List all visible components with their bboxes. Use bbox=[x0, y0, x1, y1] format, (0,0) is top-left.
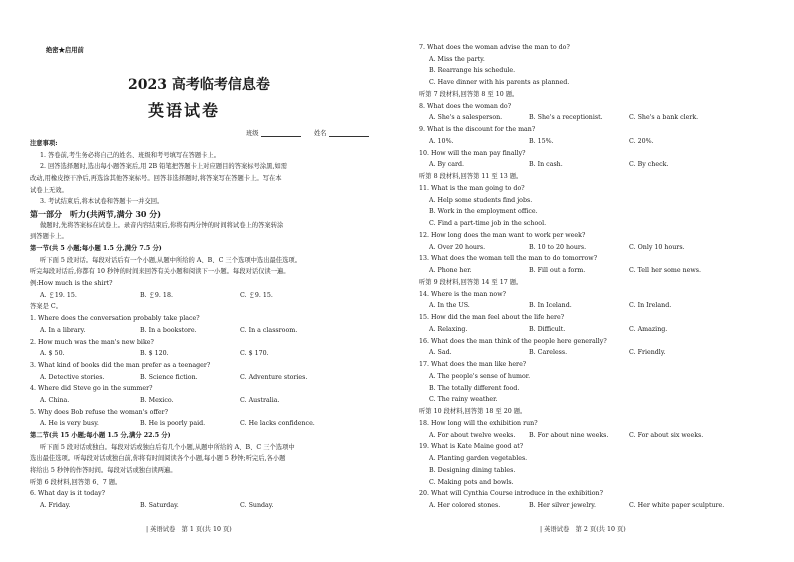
text-line: 2. 回答选择题时,选出每小题答案后,用 2B 铅笔把答题卡上对应题目的答案标号涂黑,如需 bbox=[40, 163, 288, 171]
text-line: 15. How did the man feel about the life here? bbox=[419, 314, 565, 322]
answer-option: A. Over 20 hours. bbox=[429, 243, 486, 251]
text-line: 17. What does the man like here? bbox=[419, 361, 527, 369]
answer-option: C. Adventure stories. bbox=[240, 373, 308, 381]
answer-option: B. She's a receptionist. bbox=[529, 114, 603, 122]
text-line: 6. What day is it today? bbox=[30, 490, 106, 498]
answer-option: B. Designing dining tables. bbox=[429, 466, 516, 474]
text-line: 7. What does the woman advise the man to do? bbox=[419, 44, 570, 51]
class-field bbox=[246, 128, 301, 137]
answer-option: B. $ 120. bbox=[140, 350, 169, 358]
text-line: 1. 答卷前,考生务必将自己的姓名、班级和考号填写在答题卡上。 bbox=[40, 151, 221, 159]
answer-option: B. He is poorly paid. bbox=[140, 420, 206, 428]
answer-option: A. Her colored stones. bbox=[429, 502, 501, 509]
answer-option: B. The totally different food. bbox=[429, 384, 520, 392]
answer-option: B. 10 to 20 hours. bbox=[529, 243, 587, 251]
answer-option: C. Find a part-time job in the school. bbox=[429, 220, 547, 228]
answer-option: C. Making pots and bowls. bbox=[429, 478, 514, 486]
text-line: 9. What is the discount for the man? bbox=[419, 126, 536, 134]
answer-option: A. Planting garden vegetables. bbox=[429, 455, 528, 463]
answer-option: B. In cash. bbox=[529, 161, 563, 169]
answer-option: B. Rearrange his schedule. bbox=[429, 67, 516, 75]
answer-option: A. By card. bbox=[429, 161, 465, 169]
answer-option: C. For about six weeks. bbox=[629, 431, 704, 439]
text-line: 听第 7 段材料,回答第 8 至 10 题。 bbox=[419, 90, 519, 98]
answer-option: B. Careless. bbox=[529, 349, 568, 357]
section-heading: 第一节(共 5 小题;每小题 1.5 分,满分 7.5 分) bbox=[30, 245, 162, 253]
text-line: 1. Where does the conversation probably take place? bbox=[30, 315, 200, 323]
text-line: 10. How will the man pay finally? bbox=[419, 149, 526, 157]
answer-option: B. ￡9. 18. bbox=[140, 291, 173, 299]
class-blank bbox=[261, 130, 301, 137]
page-1-footer: | 英语试卷 第 1 页(共 10 页) bbox=[146, 526, 232, 533]
answer-option: B. For about nine weeks. bbox=[529, 431, 609, 439]
text-line: 19. What is Kate Maine good at? bbox=[419, 443, 524, 451]
name-field bbox=[314, 128, 369, 137]
answer-option: C. By check. bbox=[629, 161, 669, 169]
answer-option: C. Her white paper sculpture. bbox=[629, 502, 725, 509]
text-line: 3. What kind of books did the man prefer as a teenager? bbox=[30, 361, 211, 369]
answer-option: C. 20%. bbox=[629, 137, 654, 145]
answer-option: B. Fill out a form. bbox=[529, 267, 586, 275]
answer-option: C. Friendly. bbox=[629, 349, 666, 357]
text-line: 例:How much is the shirt? bbox=[30, 280, 113, 288]
answer-option: B. Saturday. bbox=[140, 502, 179, 509]
text-line: 到答题卡上。 bbox=[30, 233, 68, 241]
text-line: 听第 6 段材料,回答第 6、7 题。 bbox=[30, 478, 122, 486]
answer-option: C. Australia. bbox=[240, 396, 280, 404]
answer-option: A. Help some students find jobs. bbox=[429, 196, 533, 204]
text-line: 听第 10 段材料,回答第 18 至 20 题。 bbox=[419, 408, 527, 416]
answer-option: B. Science fiction. bbox=[140, 373, 198, 381]
text-line: 5. Why does Bob refuse the woman's offer? bbox=[30, 408, 169, 416]
answer-option: A. Detective stories. bbox=[40, 373, 105, 381]
answer-option: A. Phone her. bbox=[429, 267, 472, 275]
text-line: 选出最佳选项。听每段对话或独白前,你将有时间阅读各个小题,每小题 5 秒钟;听完后,各小题 bbox=[30, 455, 286, 463]
answer-option: B. 15%. bbox=[529, 137, 554, 145]
text-line: 改动,用橡皮擦干净后,再选涂其他答案标号。回答非选择题时,将答案写在答题卡上。写在本 bbox=[30, 175, 282, 183]
text-line: 18. How long will the exhibition run? bbox=[419, 419, 538, 427]
text-line: 16. What does the man think of the people here generally? bbox=[419, 337, 607, 345]
text-line: 8. What does the woman do? bbox=[419, 102, 512, 110]
answer-option: C. Sunday. bbox=[240, 502, 274, 509]
exam-page-2 bbox=[397, 0, 794, 562]
answer-option: B. Work in the employment office. bbox=[429, 208, 538, 216]
answer-option: A. In the US. bbox=[429, 302, 470, 310]
text-line: 14. Where is the man now? bbox=[419, 290, 506, 298]
answer-option: C. Amazing. bbox=[629, 325, 668, 333]
answer-option: A. Relaxing. bbox=[429, 325, 468, 333]
exam-title: 2023 高考临考信息卷 bbox=[128, 77, 270, 93]
text-line: 11. What is the man going to do? bbox=[419, 184, 525, 192]
text-line: 听下面 5 段对话或独白。每段对话或独白后有几个小题,从题中所给的 A、B、C 三个选项中 bbox=[40, 443, 295, 451]
text-line: 听完每段对话后,你都有 10 秒钟的时间来回答有关小题和阅读下一小题。每段对话仅读一遍。 bbox=[30, 268, 290, 276]
answer-option: C. Have dinner with his parents as planned. bbox=[429, 79, 570, 87]
answer-option: B. Mexico. bbox=[140, 396, 174, 404]
answer-option: A. She's a salesperson. bbox=[429, 114, 503, 122]
answer-option: C. In Ireland. bbox=[629, 302, 672, 310]
text-line: 4. Where did Steve go in the summer? bbox=[30, 385, 153, 393]
answer-option: A. Friday. bbox=[40, 502, 71, 509]
answer-option: C. The rainy weather. bbox=[429, 396, 498, 404]
text-line: 听下面 5 段对话。每段对话后有一个小题,从题中所给的 A、B、C 三个选项中选出最佳选项。 bbox=[40, 256, 301, 264]
text-line: 答案是 C。 bbox=[30, 303, 63, 311]
section-heading: 第二节(共 15 小题;每小题 1.5 分,满分 22.5 分) bbox=[30, 431, 171, 439]
text-line: 13. What does the woman tell the man to do tomorrow? bbox=[419, 255, 598, 263]
answer-option: A. For about twelve weeks. bbox=[429, 431, 516, 439]
text-line: 做题时,先将答案标在试卷上。录音内容结束后,你将有两分钟的时间将试卷上的答案转涂 bbox=[40, 221, 284, 229]
answer-option: A. The people's sense of humor. bbox=[429, 372, 531, 380]
answer-option: A. China. bbox=[40, 396, 70, 404]
name-blank bbox=[329, 130, 369, 137]
exam-subject-title: 英语试卷 bbox=[148, 101, 221, 120]
answer-option: C. Tell her some news. bbox=[629, 267, 701, 275]
text-line: 20. What will Cynthia Course introduce in the exhibition? bbox=[419, 490, 603, 498]
text-line: 试卷上无效。 bbox=[30, 186, 68, 194]
page-2-footer: | 英语试卷 第 2 页(共 10 页) bbox=[540, 526, 626, 533]
class-label: 班级 bbox=[246, 130, 259, 137]
answer-option: A. Miss the party. bbox=[429, 55, 485, 63]
answer-option: A. $ 50. bbox=[40, 350, 65, 358]
answer-option: A. Sad. bbox=[429, 349, 452, 357]
section-heading: 注意事项: bbox=[30, 140, 58, 147]
confidential-label: 绝密★启用前 bbox=[46, 47, 84, 54]
answer-option: C. In a classroom. bbox=[240, 326, 298, 334]
answer-option: A. ￡19. 15. bbox=[40, 291, 77, 299]
answer-option: B. In Iceland. bbox=[529, 302, 572, 310]
answer-option: A. 10%. bbox=[429, 137, 454, 145]
answer-option: C. She's a bank clerk. bbox=[629, 114, 699, 122]
answer-option: B. In a bookstore. bbox=[140, 326, 197, 334]
answer-option: A. In a library. bbox=[40, 326, 86, 334]
text-line: 听第 9 段材料,回答第 14 至 17 题。 bbox=[419, 278, 523, 286]
text-line: 12. How long does the man want to work per week? bbox=[419, 231, 586, 239]
answer-option: C. He lacks confidence. bbox=[240, 420, 315, 428]
answer-option: B. Difficult. bbox=[529, 325, 566, 333]
answer-option: C. $ 170. bbox=[240, 350, 269, 358]
text-line: 3. 考试结束后,将本试卷和答题卡一并交回。 bbox=[40, 198, 164, 206]
answer-option: B. Her silver jewelry. bbox=[529, 502, 596, 509]
answer-option: C. ￡9. 15. bbox=[240, 291, 273, 299]
text-line: 2. How much was the man's new bike? bbox=[30, 338, 154, 346]
answer-option: C. Only 10 hours. bbox=[629, 243, 685, 251]
name-label: 姓名 bbox=[314, 130, 327, 137]
text-line: 听第 8 段材料,回答第 11 至 13 题。 bbox=[419, 173, 523, 181]
answer-option: A. He is very busy. bbox=[40, 420, 99, 428]
section-heading: 第一部分 听力(共两节,满分 30 分) bbox=[30, 209, 162, 220]
text-line: 将给出 5 秒钟的作答时间。每段对话或独白读两遍。 bbox=[30, 466, 177, 474]
